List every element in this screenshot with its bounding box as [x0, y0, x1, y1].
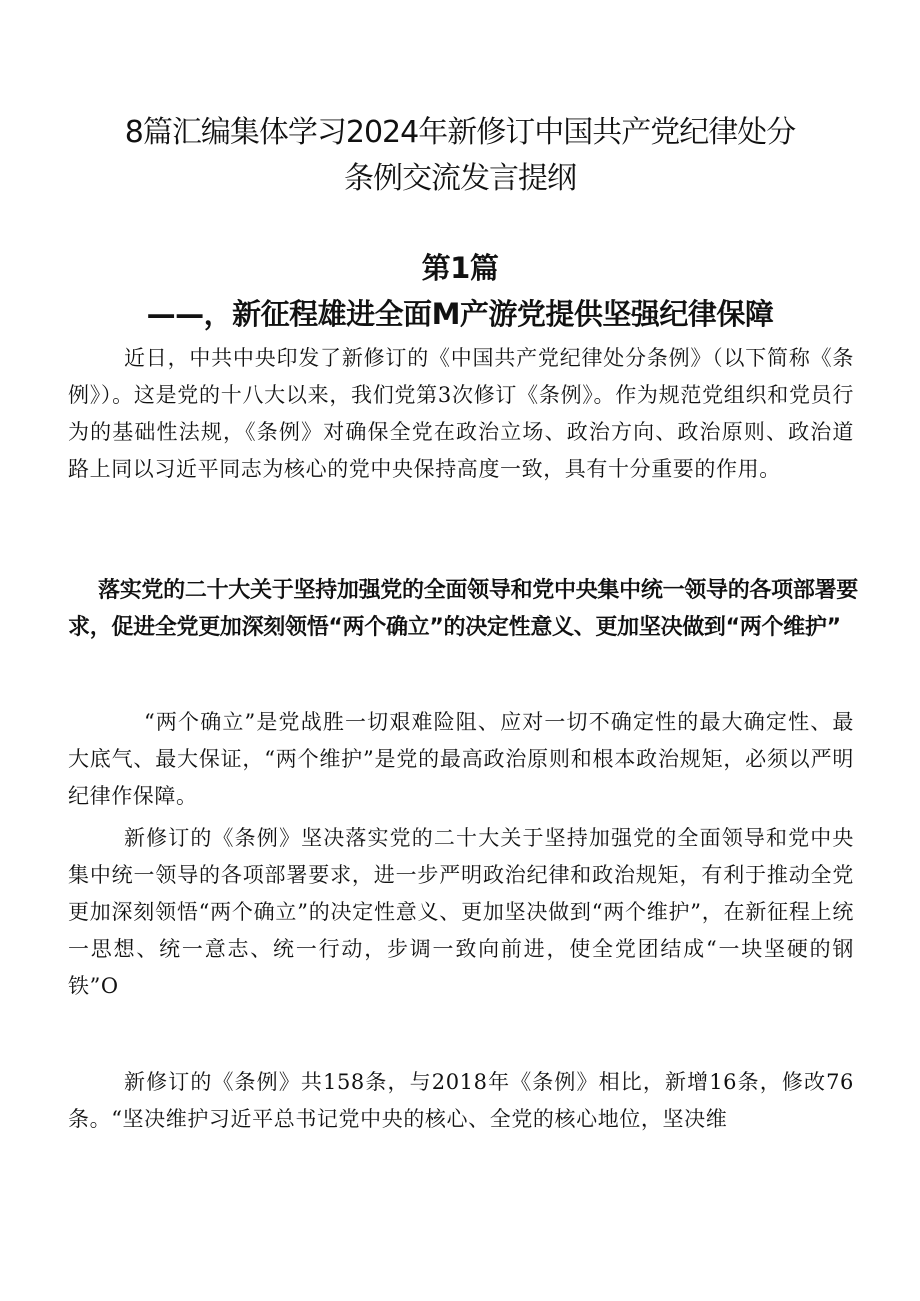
- paragraph-1: 近日，中共中央印发了新修订的《中国共产党纪律处分条例》（以下简称《条例》）。这是党的十八大以来，我们党第3次修订《条例》。作为规范党组织和党员行为的基础性法规，《条例》对确保全党在政治立场、政治方向、政治原则、政治道路上同以习近平同志为核心的党中央保持高度一致，具有十分重要的作用。: [68, 346, 854, 481]
- paragraph-3: 新修订的《条例》坚决落实党的二十大关于坚持加强党的全面领导和党中央集中统一领导的各项部署要求，进一步严明政治纪律和政治规矩，有利于推动全党更加深刻领悟“两个确立”的决定性意义、更加坚决做到“两个维护”，在新征程上统一思想、统一意志、统一行动，步调一致向前进，使全党团结成“一块坚硬的钢铁”O: [68, 826, 854, 998]
- document-title-line-1: 8篇汇编集体学习2024年新修订中国共产党纪律处分: [124, 115, 796, 150]
- paragraph-4: 新修订的《条例》共158条，与2018年《条例》相比，新增16条，修改76条。“坚决维护习近平总书记党中央的核心、全党的核心地位，坚决维: [68, 1070, 854, 1131]
- section-subtitle: ——，新征程雄进全面M产游党提供坚强纪律保障: [146, 297, 774, 331]
- document-title-line-2: 条例交流发言提纲: [344, 161, 576, 196]
- section-heading: 第1篇: [421, 251, 499, 285]
- paragraph-2: “两个确立”是党战胜一切艰难险阻、应对一切不确定性的最大确定性、最大底气、最大保证，“两个维护”是党的最高政治原则和根本政治规矩，必须以严明纪律作保障。: [68, 710, 854, 808]
- bold-heading-paragraph: 落实党的二十大关于坚持加强党的全面领导和党中央集中统一领导的各项部署要求，促进全党更加深刻领悟“两个确立”的决定性意义、更加坚决做到“两个维护”: [68, 578, 858, 640]
